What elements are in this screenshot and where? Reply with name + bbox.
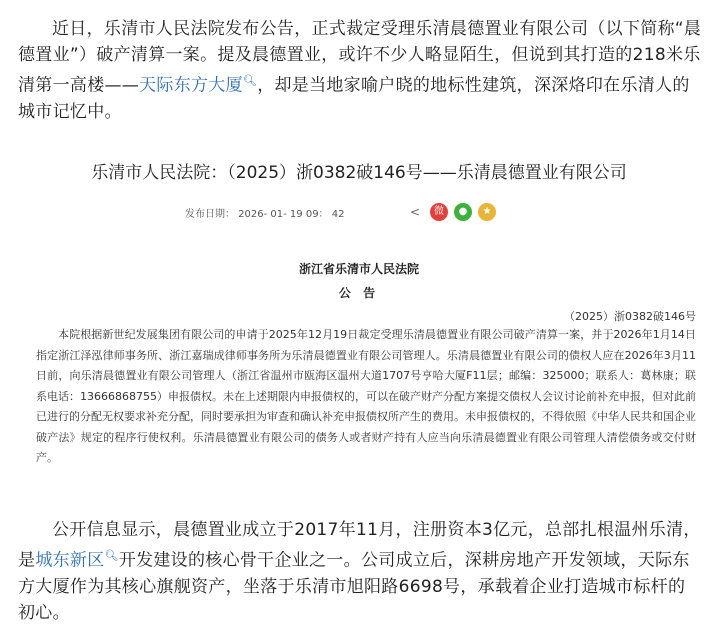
outro-text-1: 公开信息显示，晨德置业成立于2017年11月，注册资本3亿元，总部扎根温州乐清，是: [18, 520, 701, 571]
skyscraper-link[interactable]: 天际东方大厦: [139, 75, 243, 96]
search-icon[interactable]: 🔍︎: [104, 549, 119, 562]
article-subtitle: 乐清市人民法院：（2025）浙0382破146号——乐清晨德置业有限公司: [91, 163, 627, 183]
intro-text-1: 近日，乐清市人民法院发布公告，正式裁定受理乐清晨德置业有限公司（以下简称“晨德置业”）破产清算一案。提及晨德置业，或许不少人略显陌生，但说到其打造的218米乐清第一高楼——: [18, 19, 702, 96]
district-link[interactable]: 城东新区: [35, 550, 105, 571]
court-name: 浙江省乐清市人民法院: [298, 262, 419, 276]
intro-paragraph: [18, 16, 702, 125]
weibo-icon[interactable]: 微: [430, 203, 448, 221]
star-icon[interactable]: ★: [478, 203, 496, 221]
notice-body: 本院根据新世纪发展集团有限公司的申请于2025年12月19日裁定受理乐清晨德置业有限公司破产清算一案，并于2026年1月14日指定浙江泽泓律师事务所、浙江嘉瑞成律师事务所为乐清晨德置业有限公司管理人。乐清晨德置业有限公司的债权人应在2026年3月11日前，向乐清晨德置业有限公司管理人（浙江省温州市瓯海区温州大道1707号亨哈大厦F11层；邮编：325000；联系人：葛林康；联系电话：13666868755）申报债权。未在上述期限内申报债权的，可以在破产财产分配方案提交债权人会议讨论前补充申报，但对此前已进行的分配无权要求补充分配，同时要承担为审查和确认补充申报债权所产生的费用。未申报债权的，不得依照《中华人民共和国企业破产法》规定的程序行使权利。乐清晨德置业有限公司的债务人或者财产持有人应当向乐清晨德置业有限公司管理人清偿债务或交付财产。: [36, 328, 696, 464]
notice-heading: 公 告: [338, 286, 380, 300]
wechat-icon[interactable]: ●: [454, 203, 472, 221]
article-meta: [0, 203, 718, 223]
outro-paragraph: [18, 517, 702, 626]
intro-text-2: ，却是当地家喻户晓的地标性建筑，深深烙印在乐清人的城市记忆中。: [18, 75, 690, 122]
publish-time: 发布日期： 2026- 01- 19 09： 42: [185, 209, 345, 220]
search-icon[interactable]: 🔍︎: [242, 74, 258, 87]
share-icon[interactable]: <: [410, 205, 421, 219]
outro-text-2: 开发建设的核心骨干企业之一。公司成立后，深耕房地产开发领域，天际东方大厦作为其核心旗舰资产，坐落于乐清市旭阳路6698号，承载着企业打造城市标杆的初心。: [18, 550, 690, 623]
case-number: （2025）浙0382破146号: [564, 310, 696, 323]
